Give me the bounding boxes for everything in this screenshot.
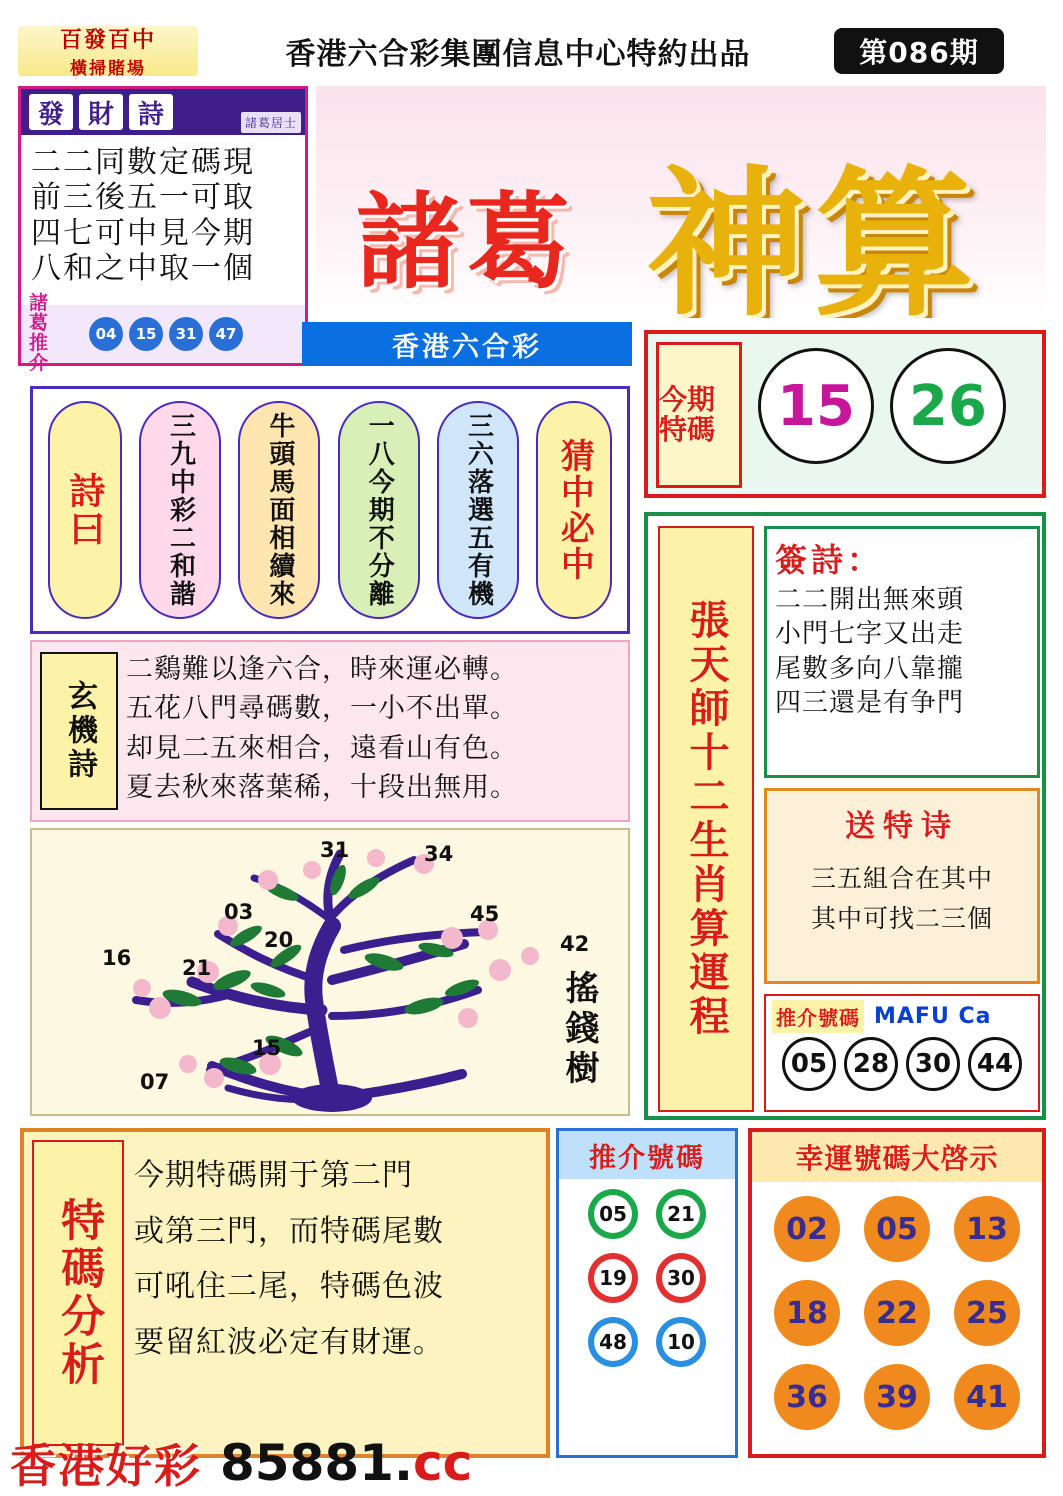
number-ball: 05 bbox=[782, 1037, 836, 1091]
footer-brand: 香港好彩 bbox=[10, 1439, 202, 1493]
number-ball bbox=[656, 1253, 706, 1303]
poem-head-char-3: 詩 bbox=[129, 94, 173, 130]
lucky-row bbox=[762, 1364, 1032, 1430]
special-number-label: 今期特碼 bbox=[656, 342, 742, 488]
mystic-poem-line: 五花八門尋碼數，一小不出單。 bbox=[126, 693, 518, 725]
mystic-poem-line: 却見二五來相合，遠看山有色。 bbox=[126, 732, 518, 764]
poem-recommend-numbers bbox=[89, 317, 243, 351]
tree-number: 45 bbox=[470, 902, 500, 926]
fortune-poem-lines bbox=[21, 135, 305, 289]
recommend-row bbox=[588, 1317, 706, 1367]
poem-recommend-label-2: 推 介 bbox=[29, 332, 72, 374]
recommend-numbers-box bbox=[556, 1128, 738, 1458]
tree-number: 20 bbox=[264, 928, 294, 952]
tree-number: 21 bbox=[182, 956, 212, 980]
number-ball: 44 bbox=[968, 1037, 1022, 1091]
mystic-poem-line: 二鷄難以逢六合，時來運必轉。 bbox=[126, 654, 518, 685]
tree-number: 07 bbox=[140, 1070, 170, 1094]
special-ball: 26 bbox=[890, 348, 1006, 464]
special-ball: 15 bbox=[758, 348, 874, 464]
gift-poem-box bbox=[764, 788, 1040, 984]
analysis-line: 可吼住二尾，特碼色波 bbox=[134, 1269, 444, 1304]
footer-watermark bbox=[10, 1432, 1053, 1494]
number-ball: 30 bbox=[906, 1037, 960, 1091]
number-ball bbox=[588, 1253, 638, 1303]
poem-recommend-row bbox=[21, 292, 305, 374]
special-analysis-label: 特碼分析 bbox=[32, 1140, 124, 1446]
lucky-numbers-box bbox=[748, 1128, 1046, 1458]
mystic-poem-label: 玄機詩 bbox=[40, 652, 118, 810]
poem-head-char-2: 財 bbox=[79, 94, 123, 130]
zhang-recommend-box bbox=[764, 994, 1040, 1112]
tree-number: 03 bbox=[224, 900, 254, 924]
zhang-recommend-numbers bbox=[772, 1037, 1032, 1091]
lucky-numbers-grid bbox=[752, 1182, 1042, 1444]
analysis-line: 今期特碼開于第二門 bbox=[134, 1158, 413, 1193]
page-header bbox=[18, 22, 1046, 82]
number-ball bbox=[656, 1189, 706, 1239]
petal-phrase: 猜中必中 bbox=[536, 401, 612, 619]
number-ball: 04 bbox=[89, 317, 123, 351]
petal-phrase-row bbox=[30, 386, 630, 634]
tree-number: 42 bbox=[560, 932, 590, 956]
poem-line: 前三後五一可取 bbox=[31, 180, 255, 216]
fortune-poem-header bbox=[21, 89, 305, 135]
number-ball: 47 bbox=[209, 317, 243, 351]
money-tree-label: 搖錢樹 bbox=[559, 970, 599, 1090]
number-ball: 05 bbox=[864, 1196, 930, 1262]
poem-head-subtitle: 諸葛居士 bbox=[241, 112, 301, 133]
number-ball: 02 bbox=[774, 1196, 840, 1262]
hero-title bbox=[316, 86, 1046, 318]
petal-phrase: 一八今期不分離 bbox=[338, 401, 420, 619]
analysis-line: 或第三門，而特碼尾數 bbox=[134, 1213, 444, 1249]
special-analysis-box bbox=[20, 1128, 550, 1458]
mystic-poem-line: 夏去秋來落葉稀，十段出無用。 bbox=[126, 772, 518, 804]
number-ball: 31 bbox=[169, 317, 203, 351]
tree-number: 16 bbox=[102, 946, 132, 970]
number-ball: 39 bbox=[864, 1364, 930, 1430]
recommend-numbers-grid bbox=[559, 1179, 735, 1377]
zhang-recommend-brand: MAFU Ca bbox=[874, 1004, 992, 1029]
zhang-tianshi-panel bbox=[644, 512, 1046, 1120]
special-number-box bbox=[644, 330, 1046, 498]
oracle-poem-line: 尾數多向八靠攏 bbox=[775, 653, 965, 684]
analysis-line: 要留紅波必定有財運。 bbox=[134, 1324, 444, 1360]
brand-logo bbox=[18, 26, 198, 79]
petal-phrase: 三六落選五有機 bbox=[437, 401, 519, 619]
tree-number: 31 bbox=[320, 838, 350, 862]
recommend-row bbox=[588, 1253, 706, 1303]
lottery-name-bar: 香港六合彩 bbox=[302, 322, 632, 366]
mystic-poem-lines bbox=[124, 642, 628, 820]
ball-value: 10 bbox=[662, 1323, 700, 1361]
lucky-row bbox=[762, 1280, 1032, 1346]
issue-badge: 第086期 bbox=[834, 28, 1004, 74]
petal-phrase: 牛頭馬面相續來 bbox=[238, 401, 320, 619]
poem-head-char-1: 發 bbox=[29, 94, 73, 130]
oracle-poem-title: 簽詩： bbox=[775, 541, 884, 579]
oracle-poem-line: 小門七字又出走 bbox=[775, 619, 965, 650]
poem-line: 四七可中見今期 bbox=[31, 215, 255, 251]
logo-line-2: 橫掃賭場 bbox=[70, 59, 146, 79]
number-ball: 25 bbox=[954, 1280, 1020, 1346]
footer-site-main: 85881. bbox=[220, 1434, 413, 1492]
poem-recommend-label-1: 諸 葛 bbox=[29, 292, 72, 335]
oracle-poem-line: 二二開出無來頭 bbox=[775, 585, 965, 615]
oracle-poem-box bbox=[764, 526, 1040, 778]
poem-recommend-label bbox=[29, 294, 85, 374]
number-ball: 15 bbox=[129, 317, 163, 351]
number-ball: 22 bbox=[864, 1280, 930, 1346]
footer-site bbox=[220, 1434, 472, 1492]
petal-phrase: 三九中彩二和諧 bbox=[139, 401, 221, 619]
recommend-row bbox=[588, 1189, 706, 1239]
number-ball bbox=[656, 1317, 706, 1367]
money-tree-panel bbox=[30, 828, 630, 1116]
number-ball: 18 bbox=[774, 1280, 840, 1346]
ball-value: 48 bbox=[594, 1323, 632, 1361]
ball-value: 30 bbox=[662, 1259, 700, 1297]
page-title: 香港六合彩集團信息中心特約出品 bbox=[285, 37, 751, 72]
zhang-recommend-header bbox=[772, 1000, 1032, 1033]
number-ball: 36 bbox=[774, 1364, 840, 1430]
gift-poem-line: 其中可找二三個 bbox=[810, 904, 993, 933]
tree-number: 34 bbox=[424, 842, 454, 866]
number-ball: 28 bbox=[844, 1037, 898, 1091]
number-ball: 13 bbox=[954, 1196, 1020, 1262]
ball-value: 19 bbox=[594, 1259, 632, 1297]
logo-line-1: 百發百中 bbox=[59, 28, 156, 53]
poem-line: 二二同數定碼現 bbox=[31, 145, 255, 180]
lucky-numbers-title: 幸運號碼大啓示 bbox=[752, 1132, 1042, 1182]
footer-site-tld: cc bbox=[412, 1434, 473, 1492]
zhang-recommend-label: 推介號碼 bbox=[772, 1000, 864, 1033]
mystic-poem-box bbox=[30, 640, 630, 822]
petal-phrase: 詩曰 bbox=[48, 401, 122, 619]
oracle-poem-line: 四三還是有争門 bbox=[775, 687, 965, 718]
gift-poem-title: 送特诗 bbox=[845, 809, 959, 844]
tree-number: 15 bbox=[252, 1036, 282, 1060]
poem-line: 八和之中取一個 bbox=[31, 251, 255, 287]
zhang-tianshi-title: 張天師十二生肖算運程 bbox=[658, 526, 754, 1112]
number-ball bbox=[588, 1189, 638, 1239]
ball-value: 21 bbox=[662, 1195, 700, 1233]
hero-title-gold: 神算 bbox=[646, 150, 983, 318]
ball-value: 05 bbox=[594, 1195, 632, 1233]
special-number-balls bbox=[758, 348, 1006, 464]
recommend-numbers-title: 推介號碼 bbox=[559, 1131, 735, 1179]
lucky-row bbox=[762, 1196, 1032, 1262]
money-tree-illustration bbox=[32, 830, 630, 1116]
number-ball bbox=[588, 1317, 638, 1367]
hero-title-red: 諸葛 bbox=[356, 180, 577, 303]
number-ball: 41 bbox=[954, 1364, 1020, 1430]
gift-poem-line: 三五組合在其中 bbox=[810, 864, 993, 893]
special-analysis-text bbox=[130, 1132, 546, 1454]
fortune-poem-box bbox=[18, 86, 308, 374]
